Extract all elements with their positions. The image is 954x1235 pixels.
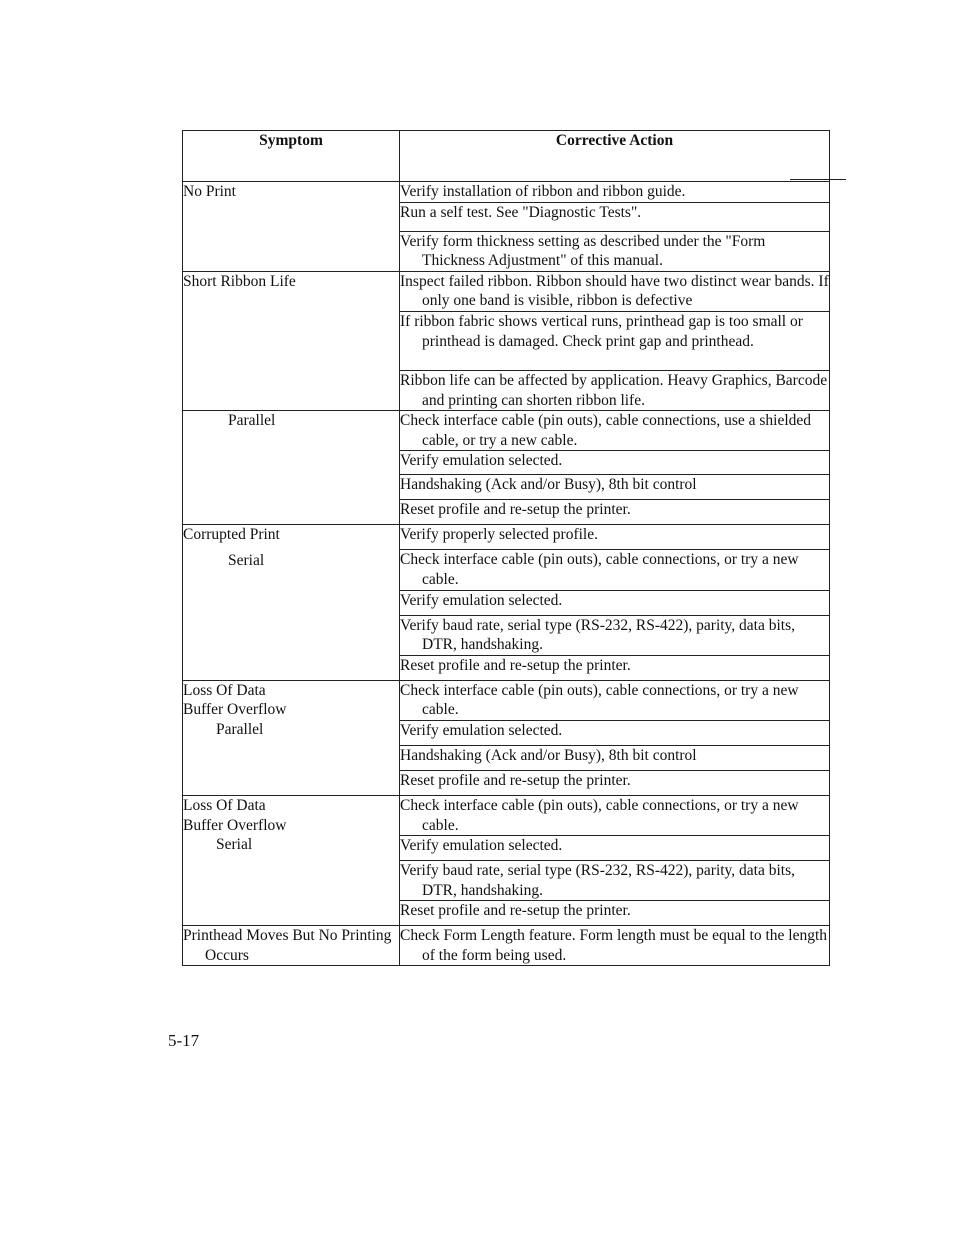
action-cell [400, 451, 830, 475]
symptom-cell [183, 182, 400, 272]
action-cell [400, 550, 830, 590]
header-rule-stray [790, 179, 846, 180]
symptom-text: Loss Of Data [183, 681, 266, 699]
table-row [183, 182, 830, 203]
symptom-cell [183, 411, 400, 525]
action-cell [400, 926, 830, 966]
symptom-text: Corrupted Print [183, 526, 280, 544]
action-text: Ribbon life can be affected by application. Heavy Graphics, Barcode and printing can shorten ribbon life. [400, 371, 828, 409]
symptom-cell [183, 525, 400, 680]
symptom-cell [183, 795, 400, 925]
corrective-action-column-header: Corrective Action [400, 131, 830, 182]
action-cell [400, 500, 830, 525]
action-text: Handshaking (Ack and/or Busy), 8th bit control [400, 476, 697, 494]
action-text: Check interface cable (pin outs), cable connections, use a shielded cable, or try a new cable. [400, 412, 812, 449]
troubleshooting-table [182, 130, 830, 966]
action-text: Verify installation of ribbon and ribbon guide. [400, 183, 686, 200]
action-text: Verify properly selected profile. [400, 526, 598, 544]
action-cell [400, 525, 830, 550]
table-row [183, 525, 830, 550]
action-text: Verify emulation selected. [400, 452, 563, 470]
action-cell [400, 411, 830, 451]
action-cell [400, 590, 830, 615]
symptom-text: Printhead Moves But No Printing Occurs [183, 927, 392, 964]
action-cell [400, 770, 830, 795]
action-text: Check interface cable (pin outs), cable connections, or try a new cable. [400, 796, 799, 834]
action-text: Run a self test. See "Diagnostic Tests". [400, 203, 642, 221]
symptom-column-header: Symptom [183, 131, 400, 182]
table-row [183, 411, 830, 451]
action-text: Verify emulation selected. [400, 591, 563, 609]
action-cell [400, 202, 830, 231]
action-text: Inspect failed ribbon. Ribbon should have two distinct wear bands. If only one band is visible, ribbon is defective [400, 272, 829, 310]
action-cell [400, 901, 830, 926]
action-cell [400, 655, 830, 680]
action-text: Check interface cable (pin outs), cable connections, or try a new cable. [400, 681, 799, 719]
symptom-text: Parallel [228, 412, 276, 430]
action-cell [400, 720, 830, 745]
action-text: Handshaking (Ack and/or Busy), 8th bit control [400, 746, 697, 764]
symptom-text: Loss Of Data [183, 796, 266, 814]
symptom-text: Serial [228, 551, 265, 569]
symptom-cell [183, 926, 400, 966]
table-header-row [183, 131, 830, 182]
table-row [183, 680, 830, 720]
symptom-text: Buffer Overflow [183, 816, 287, 834]
symptom-text: Parallel [216, 720, 264, 738]
action-text: If ribbon fabric shows vertical runs, printhead gap is too small or printhead is damaged. Check print gap and printhead. [400, 312, 803, 350]
action-cell [400, 370, 830, 410]
action-text: Check Form Length feature. Form length must be equal to the length of the form being used. [400, 927, 828, 964]
action-cell [400, 311, 830, 370]
action-cell [400, 182, 830, 203]
action-cell [400, 745, 830, 770]
symptom-text: No Print [183, 183, 236, 200]
symptom-cell [183, 680, 400, 795]
action-text: Reset profile and re-setup the printer. [400, 656, 631, 674]
table-row [183, 795, 830, 835]
table-row [183, 926, 830, 966]
symptom-text: Buffer Overflow [183, 701, 287, 719]
symptom-text: Short Ribbon Life [183, 272, 296, 290]
action-cell [400, 615, 830, 655]
page-number: 5-17 [168, 1031, 200, 1050]
action-text: Verify emulation selected. [400, 837, 563, 855]
action-cell [400, 680, 830, 720]
action-cell [400, 795, 830, 835]
action-cell [400, 271, 830, 311]
action-text: Reset profile and re-setup the printer. [400, 902, 631, 920]
symptom-text: Serial [216, 836, 253, 854]
action-cell [400, 836, 830, 861]
action-cell [400, 231, 830, 271]
action-cell [400, 475, 830, 500]
action-text: Reset profile and re-setup the printer. [400, 771, 631, 789]
table-row [183, 271, 830, 311]
action-text: Verify form thickness setting as described under the "Form Thickness Adjustment" of this manual. [400, 232, 766, 270]
action-text: Verify baud rate, serial type (RS-232, RS-422), parity, data bits, DTR, handshaking. [400, 862, 796, 899]
action-cell [400, 861, 830, 901]
action-text: Verify emulation selected. [400, 721, 563, 739]
symptom-cell [183, 271, 400, 410]
action-text: Reset profile and re-setup the printer. [400, 501, 631, 519]
action-text: Check interface cable (pin outs), cable connections, or try a new cable. [400, 551, 799, 588]
action-text: Verify baud rate, serial type (RS-232, RS-422), parity, data bits, DTR, handshaking. [400, 616, 796, 654]
